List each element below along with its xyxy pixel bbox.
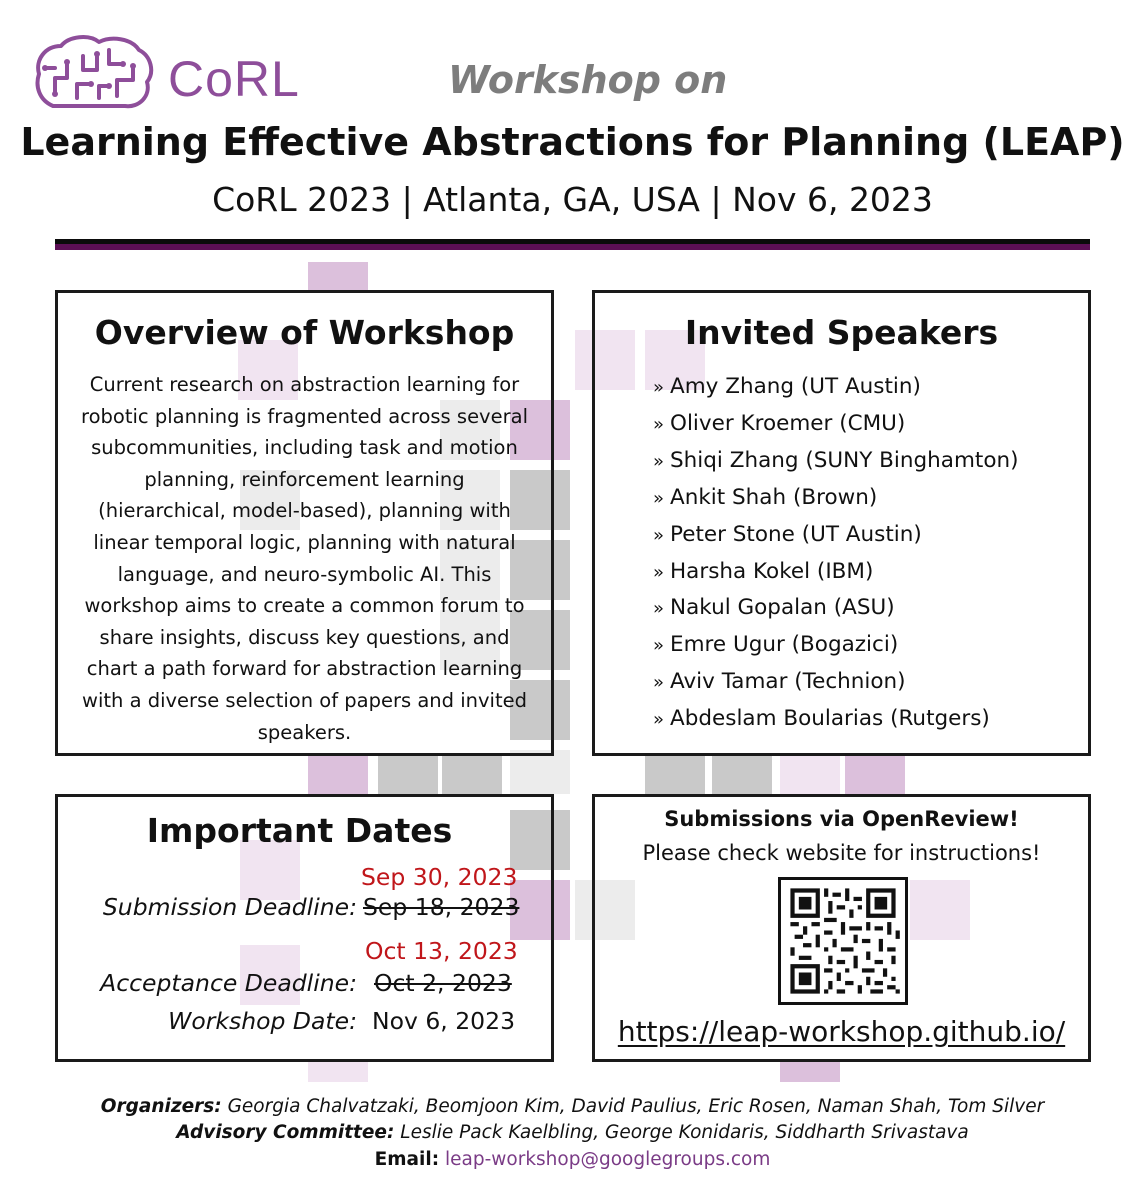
organizers-line xyxy=(0,1096,1145,1117)
submission-new-date: Sep 30, 2023 xyxy=(361,863,518,891)
workshop-on-label: Workshop on xyxy=(448,58,728,102)
header-rule-purple xyxy=(55,244,1090,250)
brain-logo-icon xyxy=(33,34,155,112)
overview-title: Overview of Workshop xyxy=(94,313,515,352)
qr-code-frame xyxy=(778,877,908,1005)
bullet-mark: » xyxy=(653,413,665,435)
list-item: » Oliver Kroemer (CMU) xyxy=(653,410,906,436)
overview-panel xyxy=(55,290,554,756)
list-item: » Harsha Kokel (IBM) xyxy=(653,558,874,584)
email-line xyxy=(0,1149,1145,1170)
bullet-mark: » xyxy=(653,598,665,620)
submission-panel xyxy=(592,794,1091,1062)
bullet-mark: » xyxy=(653,487,665,509)
submission-headline: Submissions via OpenReview! xyxy=(664,807,1019,831)
event-subtitle: CoRL 2023 | Atlanta, GA, USA | Nov 6, 2023 xyxy=(212,180,933,219)
workshop-date-label: Workshop Date: xyxy=(168,1007,357,1035)
organizers-names: Georgia Chalvatzaki, Beomjoon Kim, David Paulius, Eric Rosen, Naman Shah, Tom Silver xyxy=(227,1096,1045,1117)
list-item: » Aviv Tamar (Technion) xyxy=(653,669,906,695)
list-item: » Peter Stone (UT Austin) xyxy=(653,521,922,547)
advisory-names: Leslie Pack Kaelbling, George Konidaris, Siddharth Srivastava xyxy=(400,1122,969,1143)
list-item: » Abdeslam Boularias (Rutgers) xyxy=(653,706,990,732)
submission-old-date: Sep 18, 2023 xyxy=(363,893,520,921)
bullet-mark: » xyxy=(653,524,665,546)
dates-panel xyxy=(55,794,554,1062)
acceptance-old-date: Oct 2, 2023 xyxy=(374,969,512,997)
acceptance-new-date: Oct 13, 2023 xyxy=(365,937,518,965)
speakers-panel xyxy=(592,290,1091,756)
speakers-title: Invited Speakers xyxy=(684,313,999,352)
list-item: » Ankit Shah (Brown) xyxy=(653,484,878,510)
dates-title: Important Dates xyxy=(146,811,453,850)
organizers-label: Organizers: xyxy=(100,1096,222,1117)
website-link[interactable]: https://leap-workshop.github.io/ xyxy=(617,1015,1066,1048)
acceptance-deadline-label: Acceptance Deadline: xyxy=(100,969,357,997)
workshop-date-value: Nov 6, 2023 xyxy=(372,1007,516,1035)
bullet-mark: » xyxy=(653,377,665,398)
list-item: » Amy Zhang (UT Austin) xyxy=(653,374,921,399)
list-item: » Nakul Gopalan (ASU) xyxy=(653,595,895,621)
logo-text: CoRL xyxy=(168,51,300,107)
list-item: » Shiqi Zhang (SUNY Binghamton) xyxy=(653,447,1019,473)
submission-instructions: Please check website for instructions! xyxy=(642,841,1041,865)
speaker-list xyxy=(653,369,1019,738)
page-title: Learning Effective Abstractions for Planning (LEAP) xyxy=(20,120,1125,164)
advisory-label: Advisory Committee: xyxy=(176,1122,395,1143)
overview-text: Current research on abstraction learning for robotic planning is fragmented across several subcommunities, including task and motion planning, reinforcement learning (hierarchical, model-based), planning with linear temporal logic, planning with natural language, and neuro-symbolic AI. This workshop aims to create a common forum to share insights, discuss key questions, and chart a path forward for abstraction learning with a diverse selection of papers and invited speakers. xyxy=(81,373,528,744)
submission-deadline-label: Submission Deadline: xyxy=(102,893,357,921)
qr-code-icon xyxy=(781,880,905,1002)
bullet-mark: » xyxy=(653,450,665,472)
advisory-line xyxy=(0,1122,1145,1143)
bullet-mark: » xyxy=(653,635,665,657)
list-item: » Emre Ugur (Bogazici) xyxy=(653,632,899,658)
email-label: Email: xyxy=(374,1149,440,1170)
email-link[interactable]: leap-workshop@googlegroups.com xyxy=(444,1149,771,1170)
bullet-mark: » xyxy=(653,709,665,731)
bullet-mark: » xyxy=(653,672,665,694)
bullet-mark: » xyxy=(653,561,665,583)
